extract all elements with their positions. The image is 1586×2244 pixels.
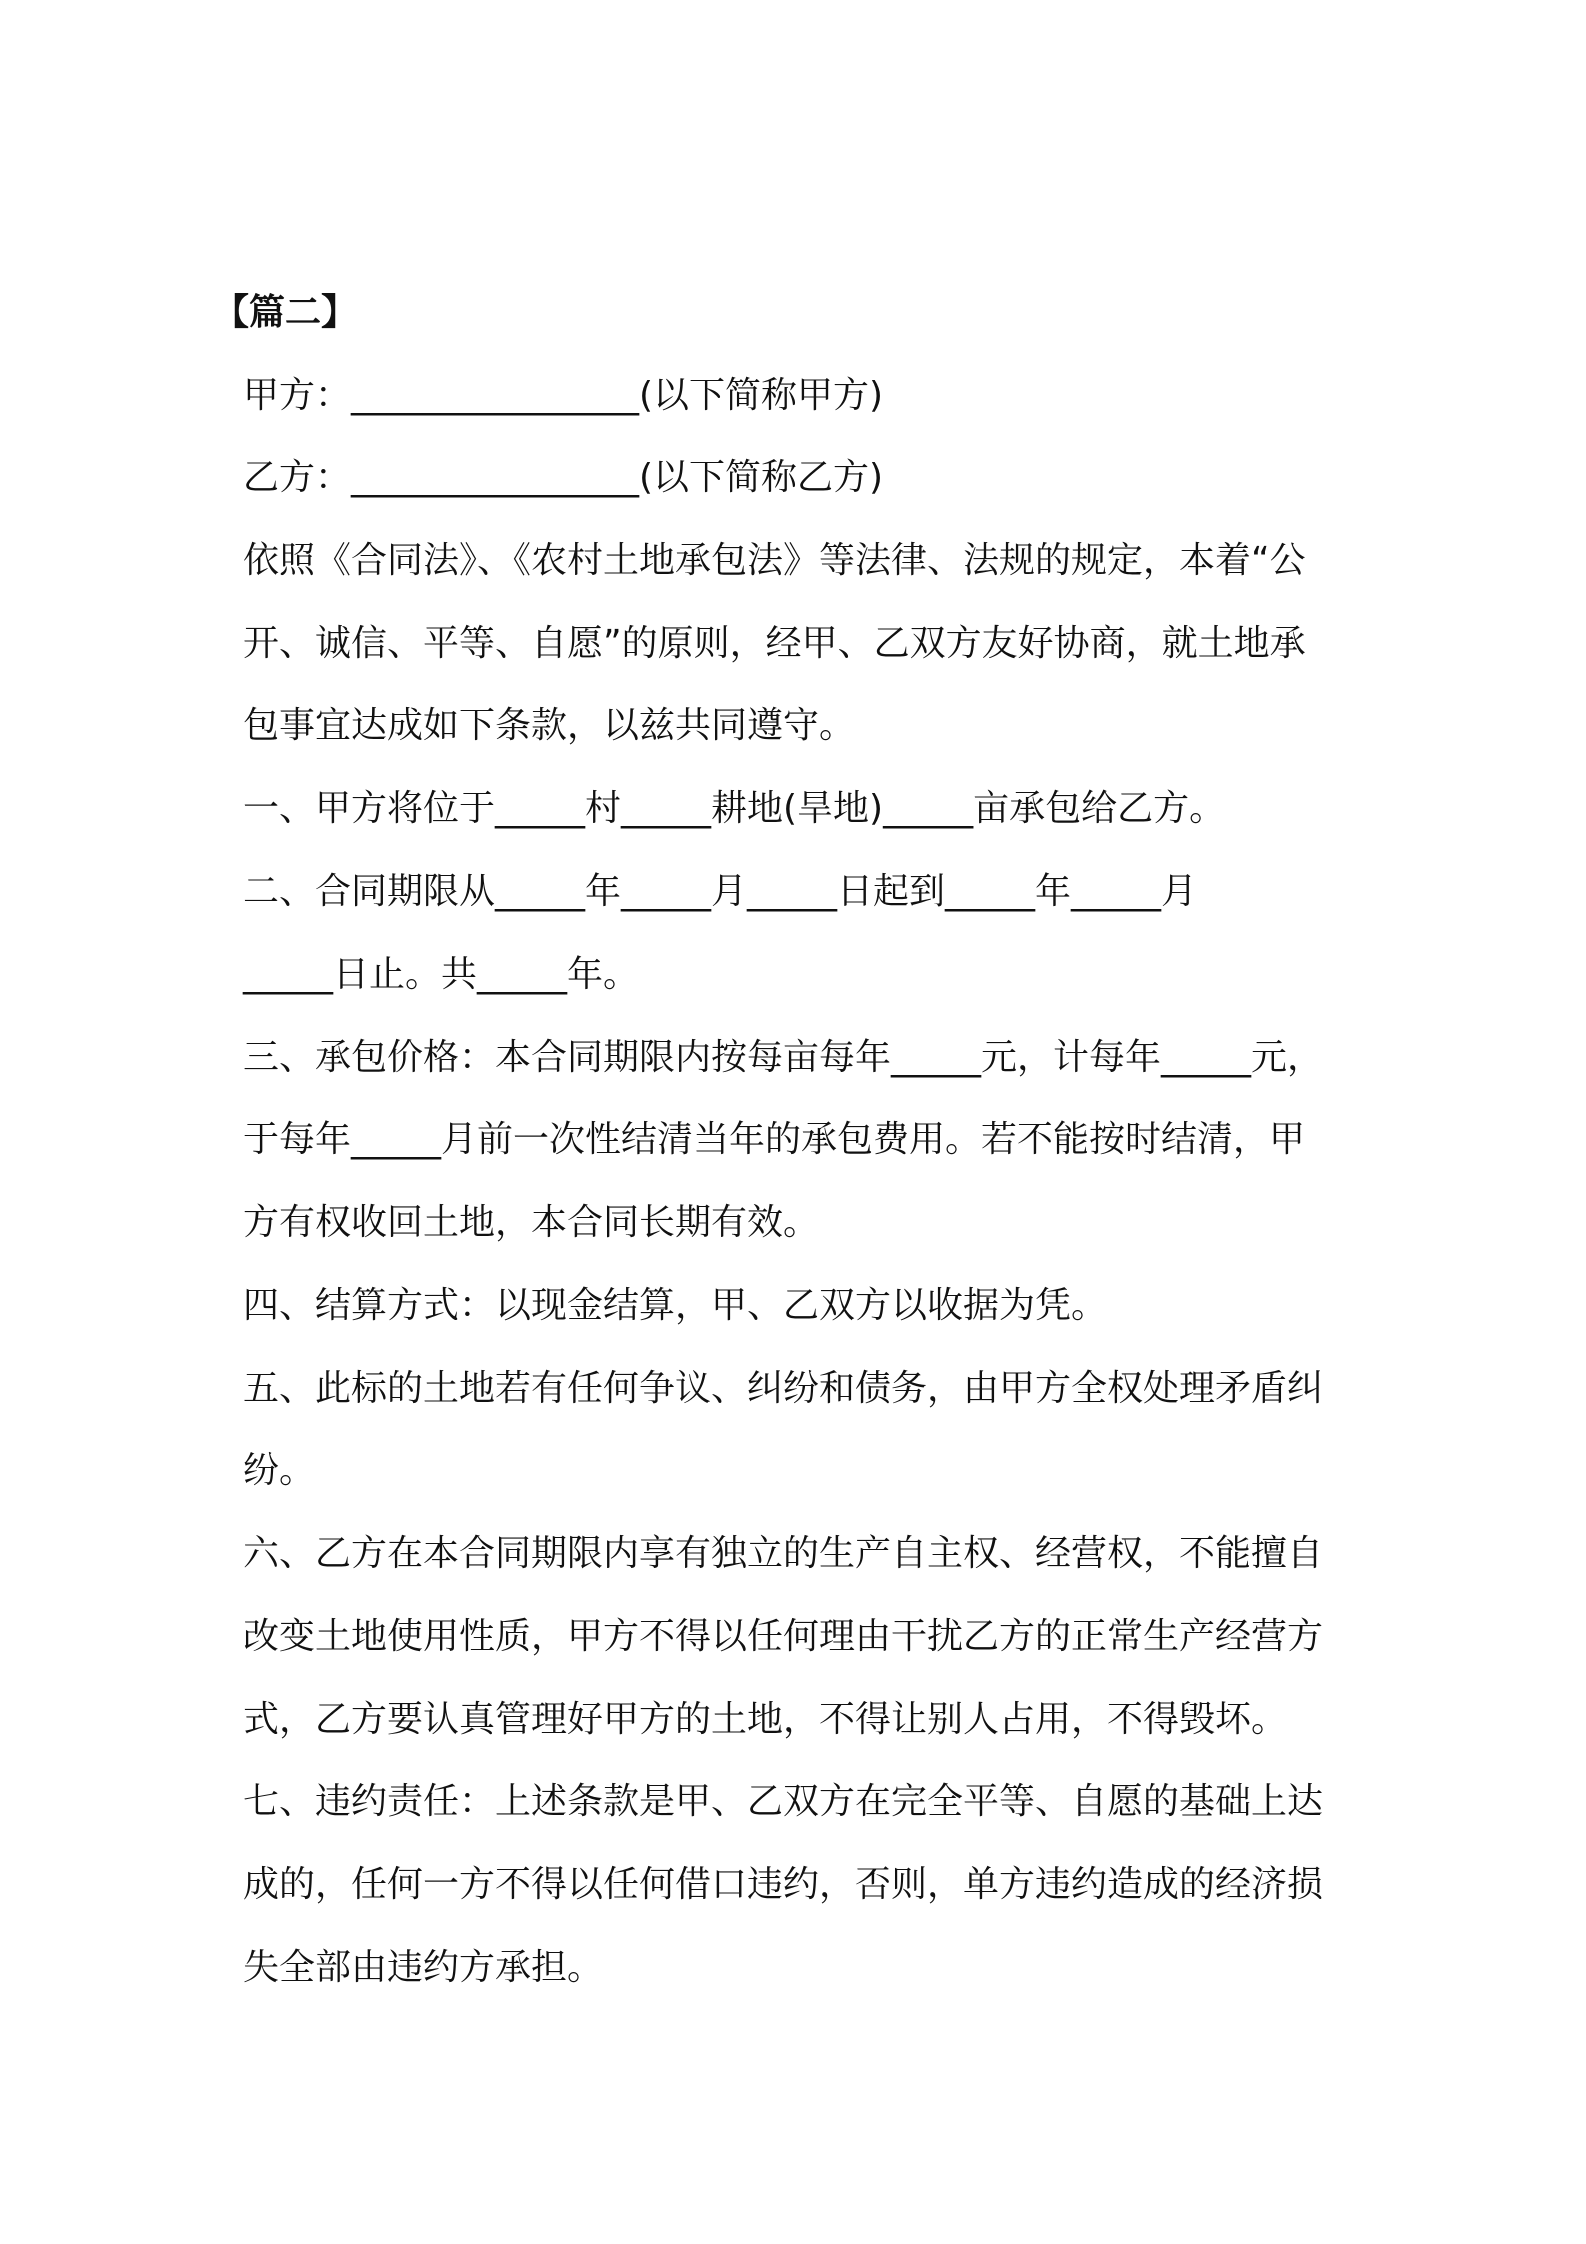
clause-5-line: 纷。 xyxy=(243,1450,316,1491)
clause-6-line: 改变土地使用性质，甲方不得以任何理由干扰乙方的正常生产经营方 xyxy=(243,1616,1324,1657)
clause-6-line: 六、乙方在本合同期限内享有独立的生产自主权、经营权，不能擅自 xyxy=(243,1533,1324,1574)
preamble-line: 依照《合同法》、《农村土地承包法》等法律、法规的规定，本着“公 xyxy=(243,540,1306,581)
clause-6-line: 式，乙方要认真管理好甲方的土地，不得让别人占用，不得毁坏。 xyxy=(243,1699,1288,1740)
clause-2-line: _____日止。共_____年。 xyxy=(243,954,640,995)
clause-5-line: 五、此标的土地若有任何争议、纠纷和债务，由甲方全权处理矛盾纠 xyxy=(243,1368,1324,1409)
clause-3-line: 方有权收回土地，本合同长期有效。 xyxy=(243,1202,820,1243)
clause-7-line: 失全部由违约方承担。 xyxy=(243,1947,604,1988)
party-a-line: 甲方：________________(以下简称甲方) xyxy=(243,375,884,416)
clause-3-line: 于每年_____月前一次性结清当年的承包费用。若不能按时结清，甲 xyxy=(243,1119,1306,1160)
clause-2-line: 二、合同期限从_____年_____月_____日起到_____年_____月 xyxy=(243,871,1198,912)
clause-1-line: 一、甲方将位于_____村_____耕地(旱地)_____亩承包给乙方。 xyxy=(243,788,1226,829)
preamble-line: 包事宜达成如下条款，以兹共同遵守。 xyxy=(243,705,856,746)
clause-3-line: 三、承包价格：本合同期限内按每亩每年_____元，计每年_____元， xyxy=(243,1037,1324,1078)
clause-4-line: 四、结算方式：以现金结算，甲、乙双方以收据为凭。 xyxy=(243,1285,1108,1326)
clause-7-line: 成的，任何一方不得以任何借口违约，否则，单方违约造成的经济损 xyxy=(243,1864,1324,1905)
party-b-line: 乙方：________________(以下简称乙方) xyxy=(243,457,884,498)
clause-7-line: 七、违约责任：上述条款是甲、乙双方在完全平等、自愿的基础上达 xyxy=(243,1781,1324,1822)
section-heading: 【篇二】 xyxy=(213,292,358,333)
preamble-line: 开、诚信、平等、自愿”的原则，经甲、乙双方友好协商，就土地承 xyxy=(243,623,1306,664)
